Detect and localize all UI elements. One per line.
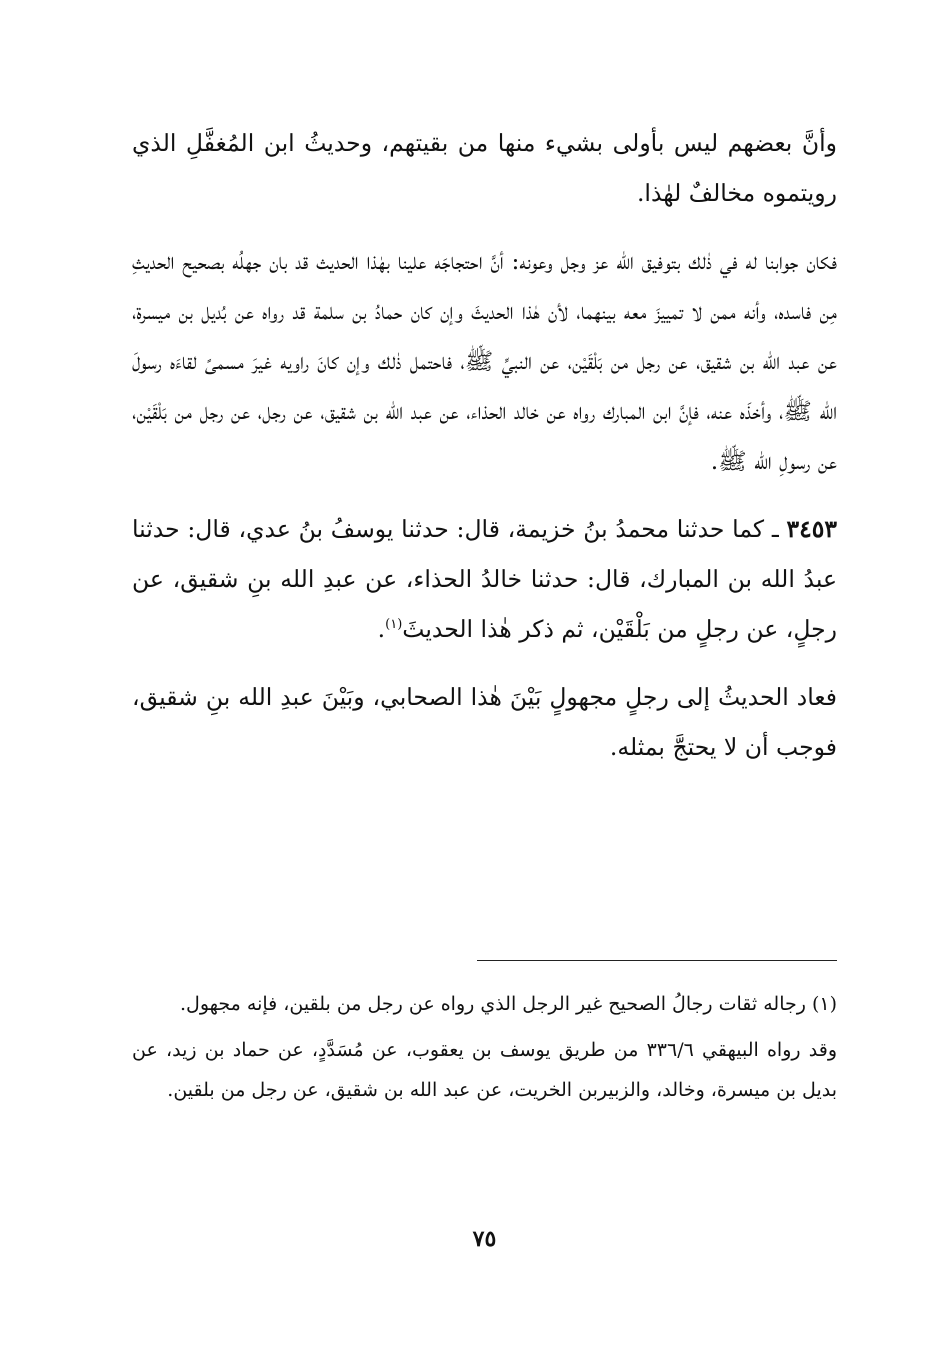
hadith-number: ٣٤٥٣ <box>786 515 837 543</box>
paragraph-2: فكان جوابنا له في ذٰلك بتوفيق الله عز وجل وعونه: أنَّ احتجاجَه علينا بهٰذا الحديث قد بان جهلُه بصحيح الحديثِ مِن فاسده، وأنه ممن لا تمييزَ معه بينهما، لأن هٰذا الحديثَ وإن كان حمادُ بن سلمة قد رواه عن بُديل بن ميسرة، عن عبد الله بن شقيق، عن رجل من بَلْقَيْن، عن النبيِّ ﷺ، فاحتمل ذٰلك وإن كانَ راويه غيرَ مسمىً لقاءَه رسولَ الله ﷺ، وأخذَه عنه، فإنَّ ابن المبارك رواه عن خالد الحذاء، عن عبد الله بن شقيق، عن رجل، عن رجل من بَلْقَيْن، عن رسولِ الله ﷺ. <box>132 247 837 475</box>
paragraph-3-text: ـ كما حدثنا محمدُ بنُ خزيمة، قال: حدثنا يوسفُ بنُ عدي، قال: حدثنا عبدُ الله بن المبارك، قال: حدثنا خالدُ الحذاء، عن عبدِ الله بنِ شقيق، عن رجلٍ، عن رجلٍ من بَلْقَيْن، ثم ذكر هٰذا الحديثَ <box>132 515 837 643</box>
page-number: ٧٥ <box>472 1226 497 1252</box>
footnote-2: وقد رواه البيهقي ٣٣٦/٦ من طريق يوسف بن يعقوب، عن مُسَدَّدٍ، عن حماد بن زيد، عن بديل بن ميسرة، وخالد، والزبيربن الخريت، عن عبد الله بن شقيق، عن رجل من بلقين. <box>132 1039 837 1101</box>
paragraph-4: فعاد الحديثُ إلى رجلٍ مجهولٍ بَيْنَ هٰذا الصحابي، وبَيْنَ عبدِ الله بنِ شقيق، فوجب أن لا يحتجَّ بمثله. <box>132 683 837 761</box>
paragraph-3 <box>132 504 837 654</box>
footnotes <box>132 984 837 1110</box>
paragraph-3-end: . <box>377 615 386 643</box>
footnote-divider <box>477 960 837 961</box>
document-page <box>132 118 837 1338</box>
footnote-1: (١) رجاله ثقات رجالُ الصحيح غير الرجل الذي رواه عن رجل من بلقين، فإنه مجهول. <box>180 993 837 1015</box>
footnote-reference: (١) <box>385 617 403 633</box>
paragraph-1: وأنَّ بعضهم ليس بأولى بشيء منها من بقيتهم، وحديثُ ابن المُغفَّلِ الذي رويتموه مخالفٌ لهٰذا. <box>132 129 837 207</box>
